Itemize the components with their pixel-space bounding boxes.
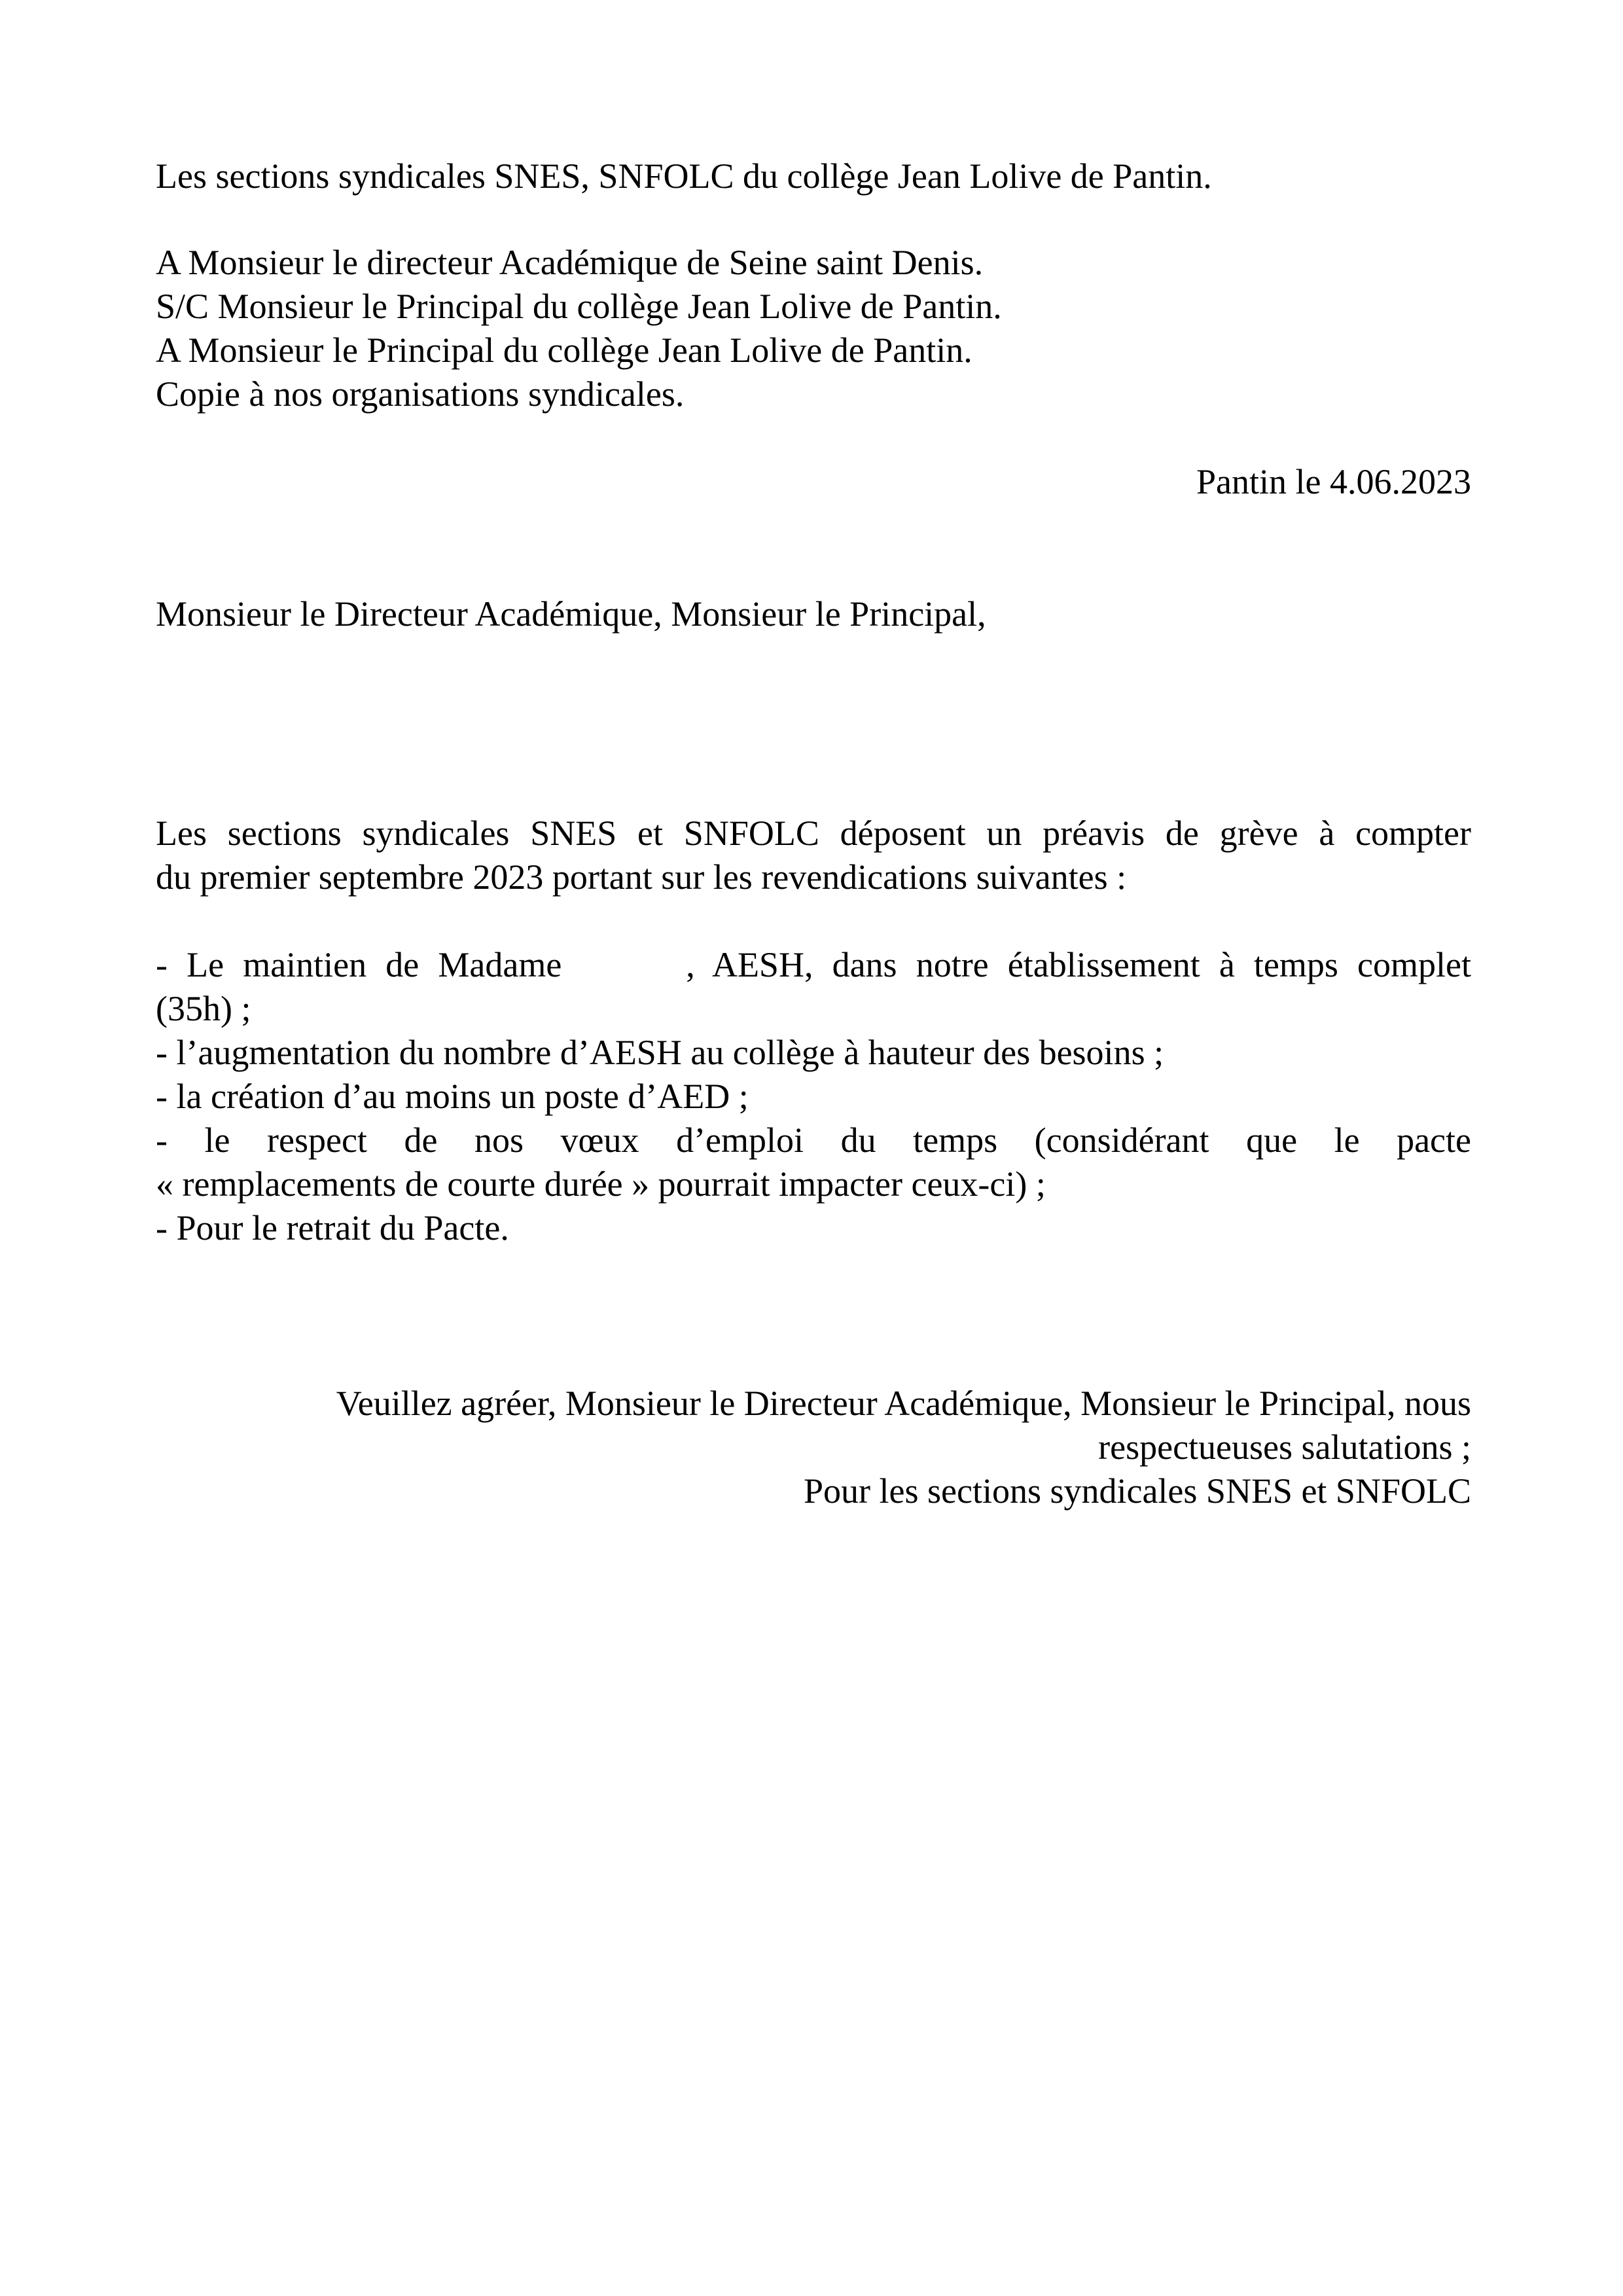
demand-text: (35h) ; — [156, 989, 251, 1028]
recipient-line: S/C Monsieur le Principal du collège Jean Lolive de Pantin. — [156, 287, 1002, 326]
demand-voeux-continued: « remplacements de courte durée » pourrait impacter ceux-ci) ; — [156, 1164, 1046, 1204]
intro-line: Les sections syndicales SNES et SNFOLC déposent un préavis de grève à compter — [156, 814, 1471, 853]
closing-line: respectueuses salutations ; — [1098, 1427, 1471, 1467]
recipient-line: A Monsieur le directeur Académique de Seine saint Denis. — [156, 243, 984, 282]
salutation: Monsieur le Directeur Académique, Monsieur le Principal, — [156, 594, 986, 634]
recipient-line: Copie à nos organisations syndicales. — [156, 374, 685, 414]
closing-line: Veuillez agréer, Monsieur le Directeur Académique, Monsieur le Principal, nous — [336, 1384, 1471, 1423]
date-line: Pantin le 4.06.2023 — [1196, 462, 1471, 501]
letter-header: Les sections syndicales SNES, SNFOLC du collège Jean Lolive de Pantin. — [156, 156, 1212, 196]
demand-text: , AESH, dans notre établissement à temps complet — [686, 945, 1471, 984]
demand-voeux: - le respect de nos vœux d’emploi du temps (considérant que le pacte — [156, 1121, 1471, 1160]
signature: Pour les sections syndicales SNES et SNFOLC — [804, 1471, 1471, 1511]
demand-aed: - la création d’au moins un poste d’AED ; — [156, 1077, 749, 1116]
demand-maintien — [156, 943, 1471, 987]
intro-line: du premier septembre 2023 portant sur les revendications suivantes : — [156, 857, 1127, 897]
demand-text: - Le maintien de Madame — [156, 945, 562, 984]
demand-aesh: - l’augmentation du nombre d’AESH au collège à hauteur des besoins ; — [156, 1033, 1164, 1072]
demand-pacte: - Pour le retrait du Pacte. — [156, 1208, 509, 1247]
recipient-line: A Monsieur le Principal du collège Jean Lolive de Pantin. — [156, 331, 972, 370]
